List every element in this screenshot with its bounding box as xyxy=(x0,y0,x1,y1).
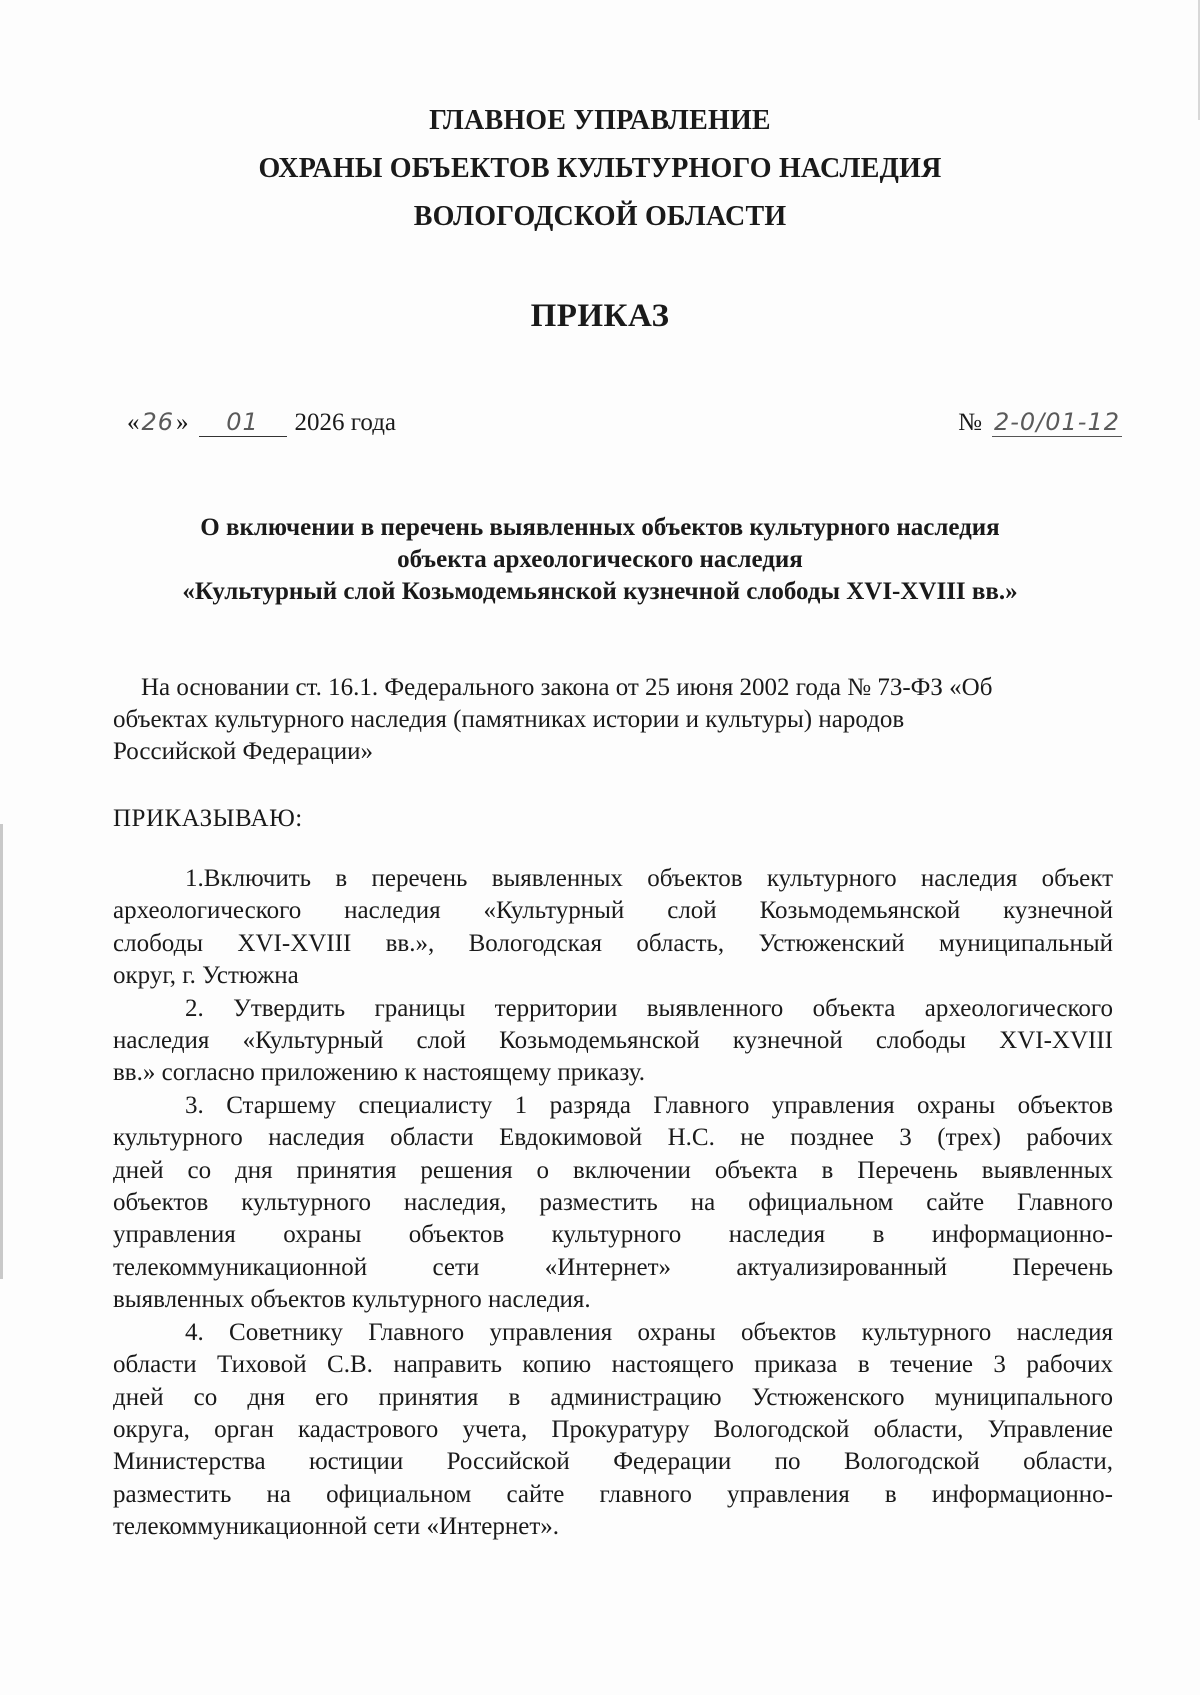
date-month-handwritten: 01 xyxy=(199,408,287,437)
item-line: 1.Включить в перечень выявленных объектов культурного наследия объект xyxy=(185,865,1113,892)
order-directive: ПРИКАЗЫВАЮ: xyxy=(113,805,303,832)
number-sign: № xyxy=(958,409,982,436)
order-item-4 xyxy=(113,1317,1113,1544)
header-line-3: ВОЛОГОДСКОЙ ОБЛАСТИ xyxy=(413,201,787,232)
order-item-1 xyxy=(113,863,1113,993)
item-line: слободы XVI-XVIII вв.», Вологодская область, Устюженский муниципальный xyxy=(113,929,1113,957)
item-line: наследия «Культурный слой Козьмодемьянской кузнечной слободы XVI-XVIII xyxy=(113,1027,1113,1055)
item-line: вв.» согласно приложению к настоящему приказу. xyxy=(113,1059,646,1087)
document-type-title: ПРИКАЗ xyxy=(530,298,670,334)
order-number xyxy=(958,408,1122,437)
date-year: 2026 года xyxy=(294,409,397,436)
item-line: 3. Старшему специалисту 1 разряда Главного управления охраны объектов xyxy=(185,1091,1113,1119)
date-close-quote: » xyxy=(176,409,189,436)
item-line: округ, г. Устюжна xyxy=(113,962,299,990)
item-line: объектов культурного наследия, разместить на официальном сайте Главного xyxy=(113,1189,1113,1217)
item-line: культурного наследия области Евдокимовой Н.С. не позднее 3 (трех) рабочих xyxy=(113,1124,1113,1152)
subject-line-2: объекта археологического наследия xyxy=(397,546,803,573)
order-subject xyxy=(0,512,1200,608)
subject-line-1: О включении в перечень выявленных объектов культурного наследия xyxy=(200,514,1000,541)
item-line: археологического наследия «Культурный слой Козьмодемьянской кузнечной xyxy=(113,897,1113,925)
basis-line-3: Российской Федерации» xyxy=(113,738,374,765)
order-number-handwritten: 2-0/01-12 xyxy=(993,408,1120,436)
item-line: округа, орган кадастрового учета, Прокуратуру Вологодской области, Управление xyxy=(113,1415,1113,1443)
header-line-1: ГЛАВНОЕ УПРАВЛЕНИЕ xyxy=(429,105,771,136)
item-line: 2. Утвердить границы территории выявленного объекта археологического xyxy=(185,994,1113,1022)
authority-header xyxy=(0,97,1200,241)
order-items xyxy=(113,863,1113,1544)
date-day-handwritten: 26 xyxy=(141,408,175,436)
item-line: Министерства юстиции Российской Федерации по Вологодской области, xyxy=(113,1448,1113,1476)
item-line: области Тиховой С.В. направить копию настоящего приказа в течение 3 рабочих xyxy=(113,1351,1113,1379)
order-date xyxy=(127,408,396,437)
item-line: дней со дня принятия решения о включении объекта в Перечень выявленных xyxy=(113,1156,1113,1184)
header-line-2: ОХРАНЫ ОБЪЕКТОВ КУЛЬТУРНОГО НАСЛЕДИЯ xyxy=(258,153,942,184)
item-line: дней со дня его принятия в администрацию Устюженского муниципального xyxy=(113,1383,1113,1411)
item-line: 4. Советнику Главного управления охраны объектов культурного наследия xyxy=(185,1318,1113,1346)
item-line: разместить на официальном сайте главного управления в информационно- xyxy=(113,1480,1113,1508)
item-line: телекоммуникационной сети «Интернет». xyxy=(113,1513,560,1541)
basis-line-2: объектах культурного наследия (памятниках истории и культуры) народов xyxy=(113,706,905,733)
item-line: выявленных объектов культурного наследия. xyxy=(113,1286,591,1314)
subject-line-3: «Культурный слой Козьмодемьянской кузнечной слободы XVI-XVIII вв.» xyxy=(182,578,1018,605)
scan-edge-mark xyxy=(0,824,3,1279)
order-item-2 xyxy=(113,993,1113,1090)
order-item-3 xyxy=(113,1090,1113,1317)
legal-basis xyxy=(113,672,1113,768)
item-line: телекоммуникационной сети «Интернет» актуализированный Перечень xyxy=(113,1253,1113,1281)
basis-line-1: На основании ст. 16.1. Федерального закона от 25 июня 2002 года № 73-ФЗ «Об xyxy=(141,674,993,701)
item-line: управления охраны объектов культурного наследия в информационно- xyxy=(113,1221,1113,1249)
date-open-quote: « xyxy=(127,409,140,436)
